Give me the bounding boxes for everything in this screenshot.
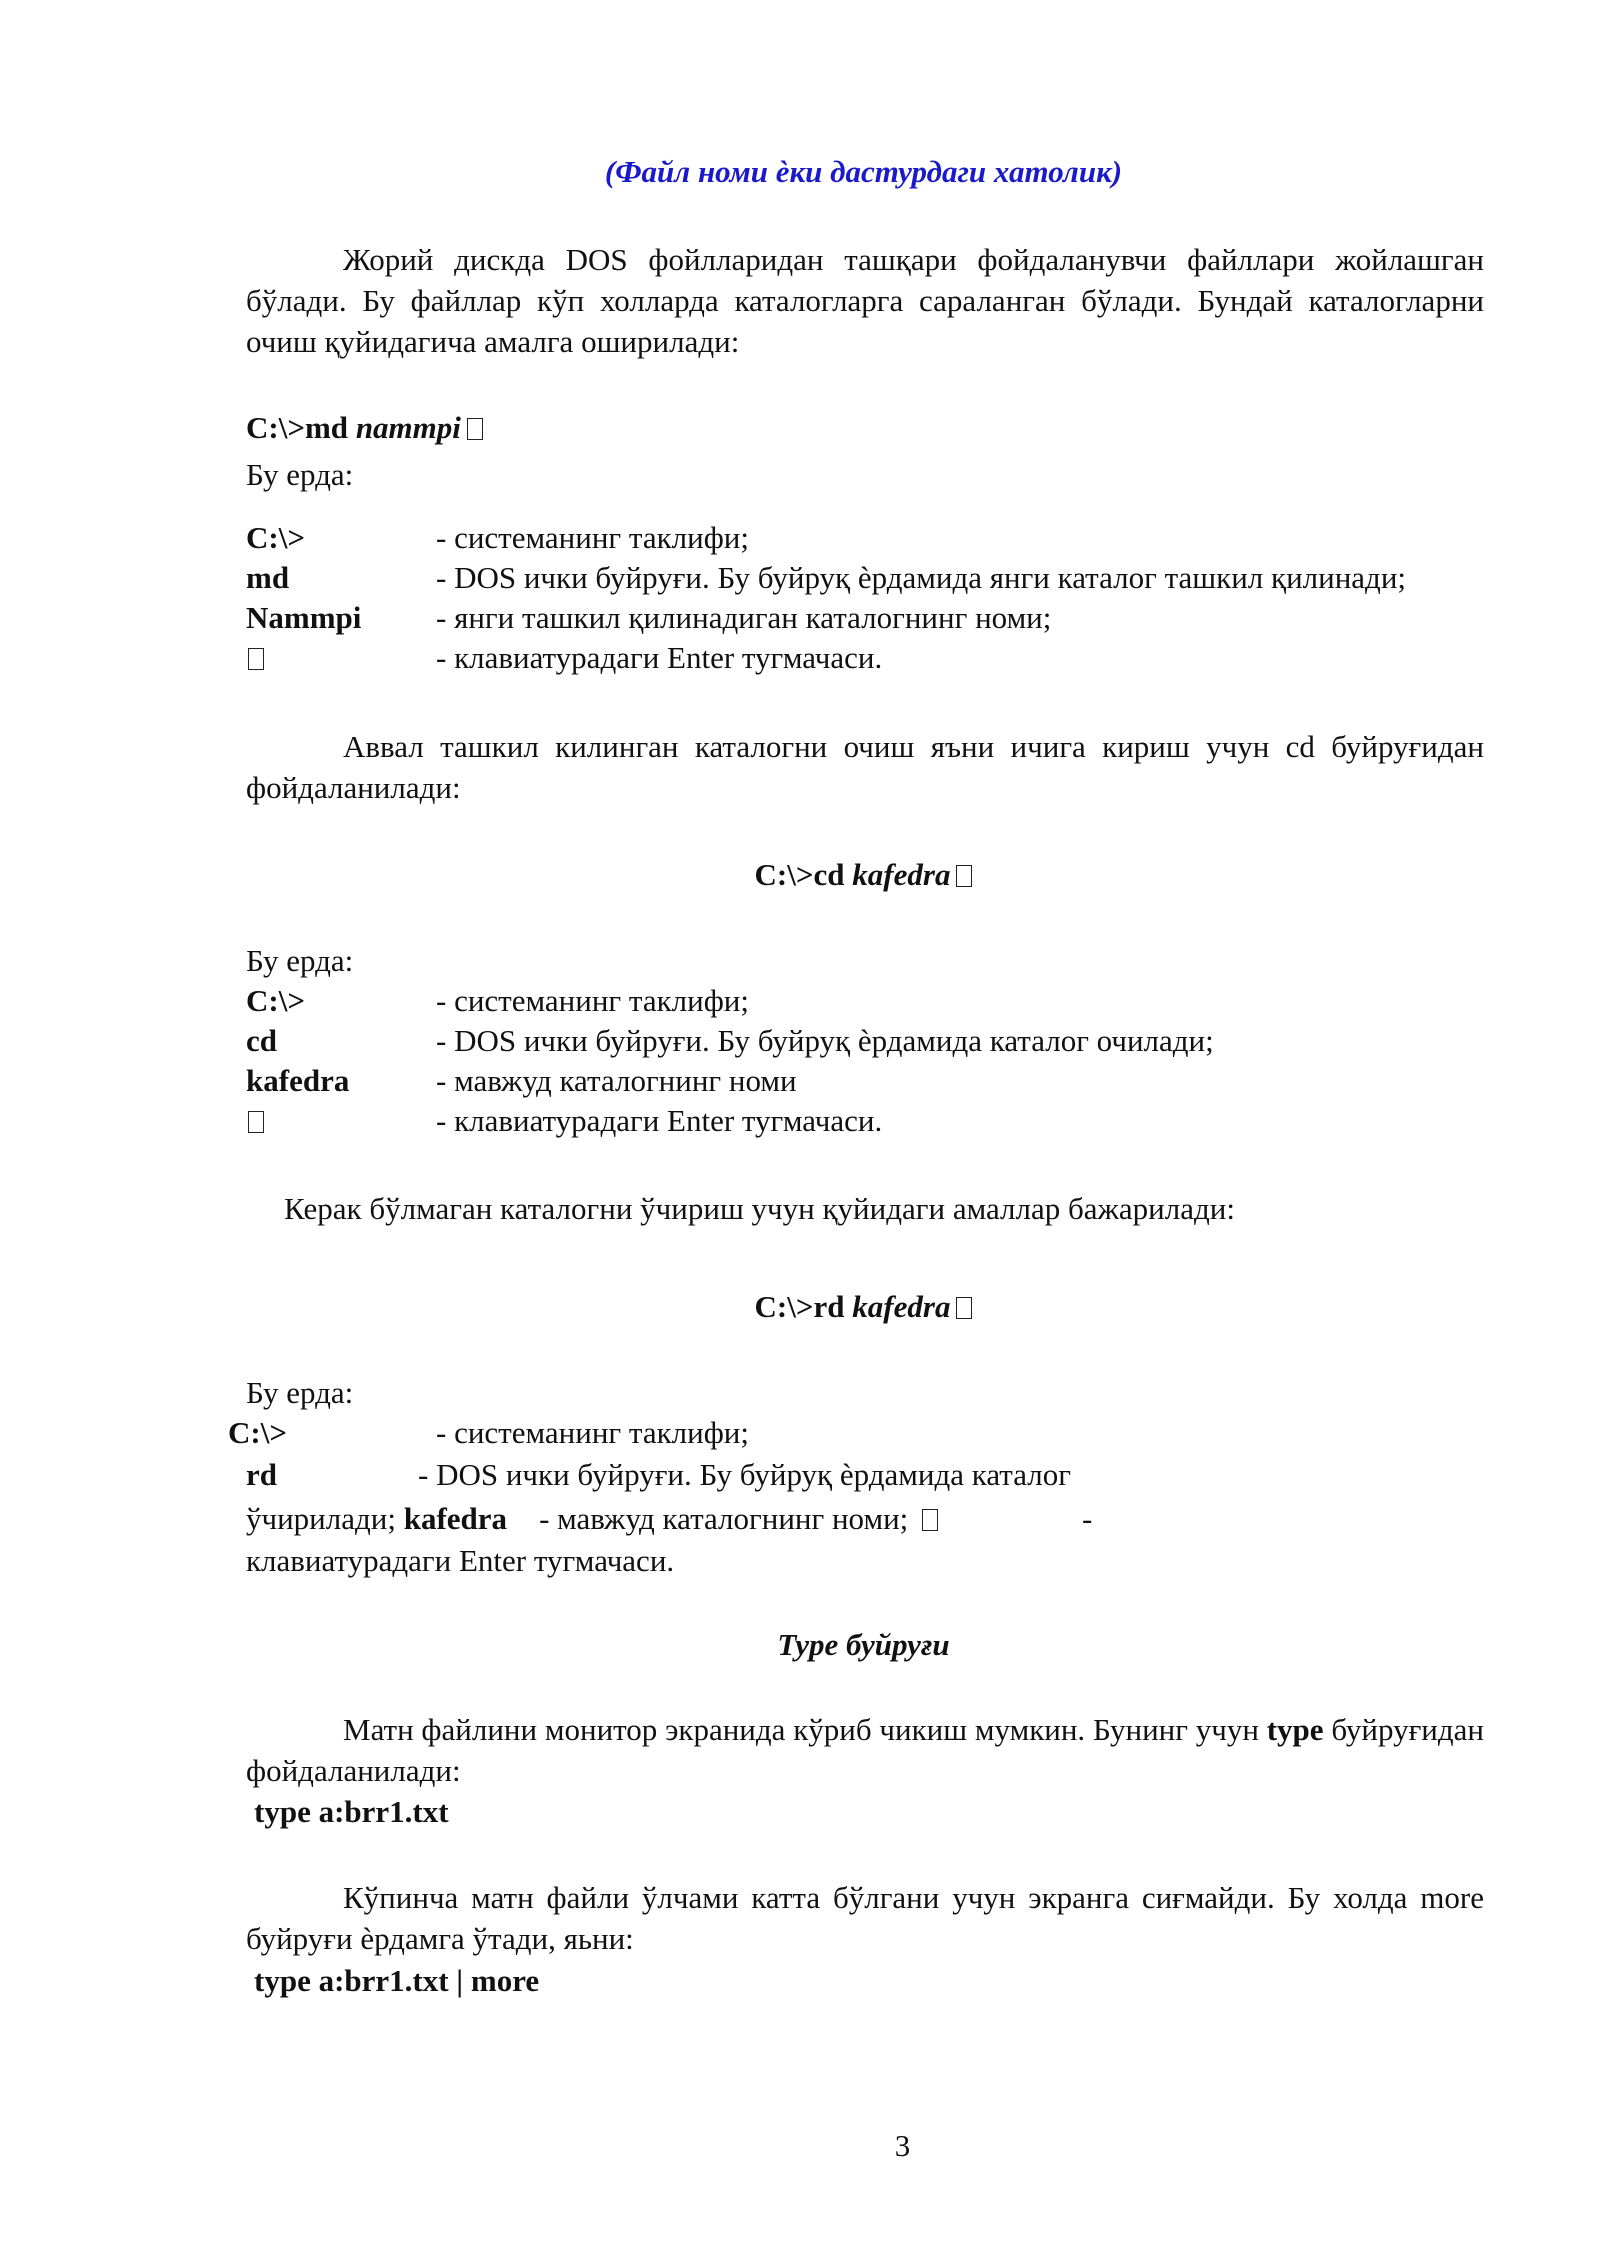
paragraph-cd (246, 726, 1484, 808)
def-term: Nammpi (246, 600, 362, 635)
enter-key-icon (248, 1111, 264, 1133)
def-term: md (246, 560, 290, 595)
command-rd-arg: kafedra (852, 1289, 951, 1324)
def-term: C:\> (228, 1415, 287, 1450)
def-desc: - (1082, 1501, 1093, 1536)
paragraph-cd-text: Аввал ташкил килинган каталогни очиш яъни ичига кириш учун cd буйруғидан фойдаланилади: (246, 729, 1484, 805)
type-heading: Type буйруғи (777, 1627, 950, 1662)
command-md (246, 408, 483, 448)
code-example: type a:brr1.txt | more (254, 1963, 540, 1998)
paragraph-type-text: Матн файлини монитор экранида кўриб чикиш мумкин. Бунинг учун (343, 1712, 1267, 1747)
enter-key-icon (467, 418, 483, 440)
def-desc: - янги ташкил қилинадиган каталогнинг номи; (436, 600, 1052, 635)
def-text: ўчирилади; (246, 1501, 404, 1536)
def-desc: - мавжуд каталогнинг номи; (539, 1501, 909, 1536)
def-term: kafedra (246, 1063, 350, 1098)
here-label: Бу ерда: (246, 1375, 354, 1410)
page-number: 3 (894, 2128, 911, 2163)
command-rd-prefix: C:\>rd (754, 1289, 853, 1324)
command-md-prefix: C:\>md (246, 410, 356, 445)
command-cd (0, 855, 1600, 895)
enter-key-icon (922, 1509, 938, 1531)
def-desc: - системанинг таклифи; (436, 983, 749, 1018)
here-label: Бу ерда: (246, 457, 354, 492)
def-term: rd (246, 1457, 277, 1492)
command-cd-arg: kafedra (852, 857, 951, 892)
type-keyword: type (1266, 1712, 1324, 1747)
section-heading: (Файл номи ѐки дастурдаги хатолик) (604, 154, 1123, 189)
code-example: type a:brr1.txt (254, 1794, 449, 1829)
def-term (248, 1101, 264, 1141)
enter-key-icon (248, 648, 264, 670)
paragraph-type-end: буйруғидан фойдаланилади: (246, 1712, 1485, 1788)
def-desc: - DOS ички буйруғи. Бу буйруқ ѐрдамида янги каталог ташкил қилинади; (436, 560, 1407, 595)
command-cd-prefix: C:\>cd (754, 857, 853, 892)
def-desc: клавиатурадаги Enter тугмачаси. (246, 1543, 675, 1578)
def-term: C:\> (246, 983, 305, 1018)
paragraph-type (246, 1709, 1484, 1791)
def-desc: - клавиатурадаги Enter тугмачаси. (436, 1103, 883, 1138)
def-desc: - системанинг таклифи; (436, 520, 749, 555)
def-term: cd (246, 1023, 277, 1058)
def-line (246, 1499, 938, 1539)
here-label: Бу ерда: (246, 943, 354, 978)
def-term: C:\> (246, 520, 305, 555)
def-desc: - клавиатурадаги Enter тугмачаси. (436, 640, 883, 675)
def-term: kafedra (403, 1501, 508, 1536)
paragraph-more-text: Кўпинча матн файли ўлчами катта бўлгани учун экранга сиғмайди. Бу холда more буйруғи ѐрдамга ўтади, яьни: (246, 1880, 1484, 1956)
enter-key-icon (956, 865, 972, 887)
paragraph-rd: Керак бўлмаган каталогни ўчириш учун қуйидаги амаллар бажарилади: (284, 1191, 1235, 1226)
def-desc: - DOS ички буйруғи. Бу буйруқ ѐрдамида каталог (418, 1457, 1071, 1492)
def-desc: - системанинг таклифи; (436, 1415, 749, 1450)
paragraph-intro-text: Жорий дискда DOS фойлларидан ташқари фойдаланувчи файллари жойлашган бўлади. Бу файллар кўп холларда каталогларга сараланган бўлади. Бундай каталогларни очиш қуйидагича амалга оширилади: (246, 242, 1484, 359)
def-term (248, 638, 264, 678)
command-rd (0, 1287, 1600, 1327)
paragraph-more (246, 1877, 1484, 1959)
def-desc: - DOS ички буйруғи. Бу буйруқ ѐрдамида каталог очилади; (436, 1023, 1214, 1058)
paragraph-intro (246, 239, 1484, 362)
def-desc: - мавжуд каталогнинг номи (436, 1063, 797, 1098)
command-md-arg: nammpi (355, 410, 461, 445)
enter-key-icon (956, 1297, 972, 1319)
